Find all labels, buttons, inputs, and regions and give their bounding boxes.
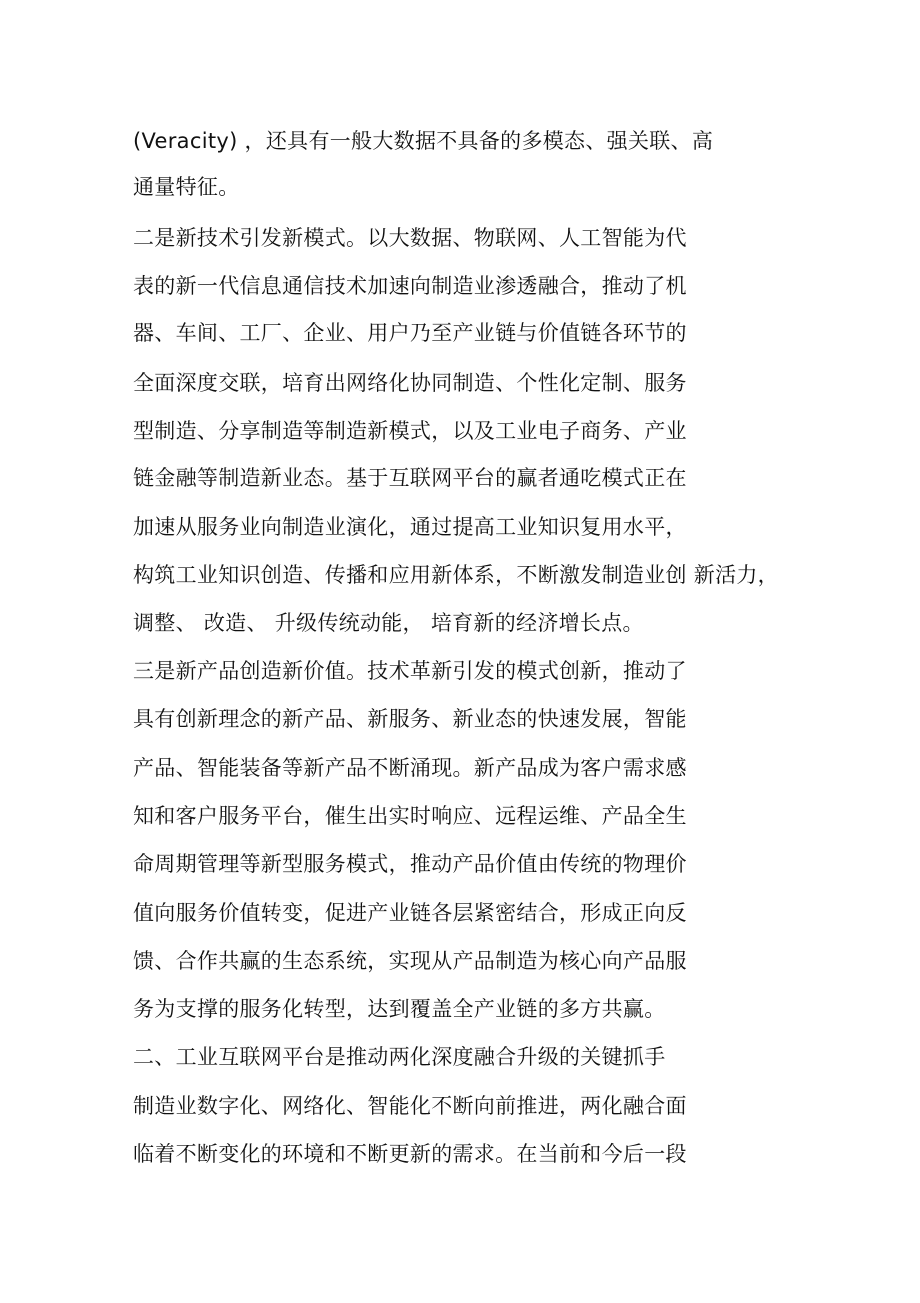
text-line: 调整、 改造、 升级传统动能， 培育新的经济增长点。 [133, 611, 644, 635]
text-line: 通量特征。 [133, 175, 240, 199]
text-line: 型制造、分享制造等制造新模式，以及工业电子商务、产业 [133, 419, 687, 443]
text-line: 三是新产品创造新价值。技术革新引发的模式创新，推动了 [133, 659, 687, 683]
text-line: 二是新技术引发新模式。以大数据、物联网、人工智能为代 [133, 226, 687, 250]
text-line: 链金融等制造新业态。基于互联网平台的赢者通吃模式正在 [133, 466, 687, 490]
text-line: 表的新一代信息通信技术加速向制造业渗透融合，推动了机 [133, 274, 687, 298]
text-line: 临着不断变化的环境和不断更新的需求。在当前和今后一段 [133, 1142, 687, 1166]
text-line: 务为支撑的服务化转型，达到覆盖全产业链的多方共赢。 [133, 997, 666, 1021]
text-line: 知和客户服务平台，催生出实时响应、远程运维、产品全生 [133, 804, 687, 828]
text-line: 器、车间、工厂、企业、用户乃至产业链与价值链各环节的 [133, 321, 687, 345]
text-line: 全面深度交联，培育出网络化协同制造、个性化定制、服务 [133, 371, 687, 395]
text-line: (Veracity) ，还具有一般大数据不具备的多模态、强关联、高 [133, 129, 714, 153]
text-line: 值向服务价值转变，促进产业链各层紧密结合，形成正向反 [133, 901, 687, 925]
text-line: 构筑工业知识创造、传播和应用新体系，不断激发制造业创 新活力， [133, 563, 779, 587]
text-line: 加速从服务业向制造业演化，通过提高工业知识复用水平， [133, 515, 687, 539]
text-line: 制造业数字化、网络化、智能化不断向前推进，两化融合面 [133, 1094, 687, 1118]
text-line: 命周期管理等新型服务模式，推动产品价值由传统的物理价 [133, 852, 687, 876]
text-line: 具有创新理念的新产品、新服务、新业态的快速发展，智能 [133, 707, 687, 731]
text-line: 产品、智能装备等新产品不断涌现。新产品成为客户需求感 [133, 756, 687, 780]
text-line: 馈、合作共赢的生态系统，实现从产品制造为核心向产品服 [133, 949, 687, 973]
section-heading: 二、工业互联网平台是推动两化深度融合升级的关键抓手 [133, 1045, 666, 1069]
